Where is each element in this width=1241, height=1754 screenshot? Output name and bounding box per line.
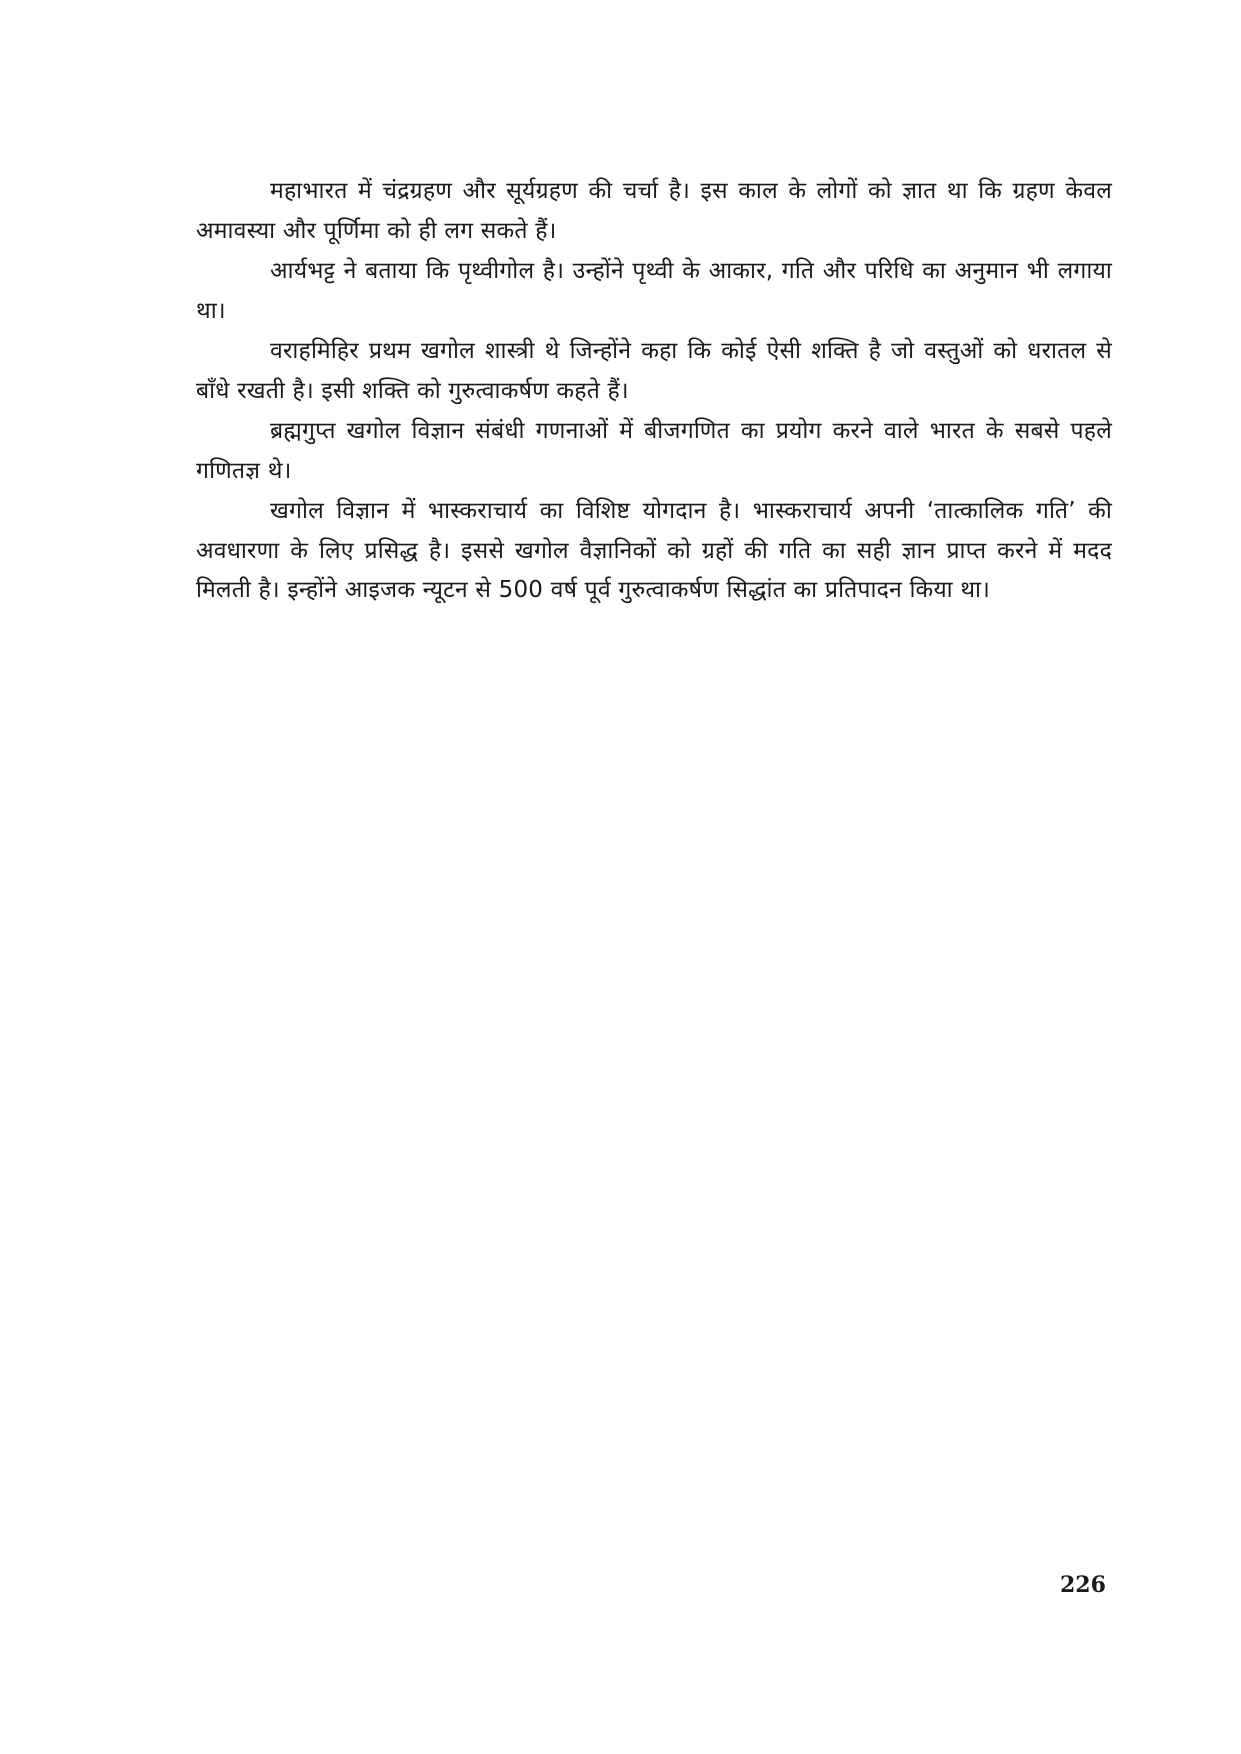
document-body	[196, 172, 1112, 612]
paragraph-brahmagupta: ब्रह्मगुप्त खगोल विज्ञान संबंधी गणनाओं में बीजगणित का प्रयोग करने वाले भारत के सबसे पहले गणितज्ञ थे।	[196, 418, 1112, 484]
page-number: 226	[1060, 1572, 1106, 1598]
paragraph-varahamihira: वराहमिहिर प्रथम खगोल शास्त्री थे जिन्होंने कहा कि कोई ऐसी शक्ति है जो वस्तुओं को धरातल से बाँधे रखती है। इसी शक्ति को गुरुत्वाकर्षण कहते हैं।	[196, 338, 1112, 404]
paragraph-lunar-solar-eclipse: महाभारत में चंद्रग्रहण और सूर्यग्रहण की चर्चा है। इस काल के लोगों को ज्ञात था कि ग्रहण केवल अमावस्या और पूर्णिमा को ही लग सकते हैं।	[196, 178, 1112, 244]
paragraph-bhaskaracharya: खगोल विज्ञान में भास्कराचार्य का विशिष्ट योगदान है। भास्कराचार्य अपनी ‘तात्कालिक गति’ की अवधारणा के लिए प्रसिद्ध है। इससे खगोल वैज्ञानिकों को ग्रहों की गति का सही ज्ञान प्राप्त करने में मदद मिलती है। इन्होंने आइजक न्यूटन से 500 वर्ष पूर्व गुरुत्वाकर्षण सिद्धांत का प्रतिपादन किया था।	[196, 498, 1112, 603]
paragraph-aryabhata: आर्यभट्ट ने बताया कि पृथ्वीगोल है। उन्होंने पृथ्वी के आकार, गति और परिधि का अनुमान भी लगाया था।	[196, 258, 1112, 324]
